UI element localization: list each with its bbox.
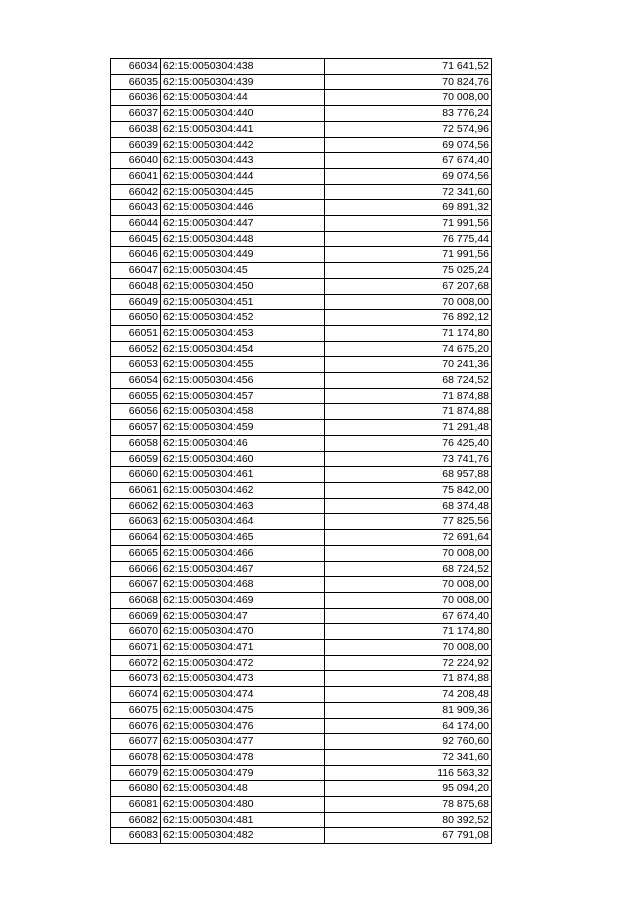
cadastral-number: 62:15:0050304:453 <box>161 325 325 341</box>
cadastral-value: 76 775,44 <box>325 231 492 247</box>
cadastral-value: 71 874,88 <box>325 404 492 420</box>
table-row <box>111 168 492 184</box>
row-number: 66083 <box>111 828 161 844</box>
cadastral-value: 71 991,56 <box>325 216 492 232</box>
cadastral-number: 62:15:0050304:455 <box>161 357 325 373</box>
cadastral-value: 71 174,80 <box>325 624 492 640</box>
table-row <box>111 373 492 389</box>
table-row <box>111 545 492 561</box>
cadastral-value: 76 425,40 <box>325 435 492 451</box>
row-number: 66060 <box>111 467 161 483</box>
table-row <box>111 106 492 122</box>
cadastral-number: 62:15:0050304:461 <box>161 467 325 483</box>
cadastral-value: 80 392,52 <box>325 812 492 828</box>
row-number: 66053 <box>111 357 161 373</box>
row-number: 66034 <box>111 59 161 75</box>
cadastral-number: 62:15:0050304:447 <box>161 216 325 232</box>
cadastral-value: 71 991,56 <box>325 247 492 263</box>
table-row <box>111 514 492 530</box>
row-number: 66054 <box>111 373 161 389</box>
row-number: 66081 <box>111 797 161 813</box>
row-number: 66076 <box>111 718 161 734</box>
cadastral-value: 73 741,76 <box>325 451 492 467</box>
table-row <box>111 404 492 420</box>
table-row <box>111 184 492 200</box>
table-row <box>111 812 492 828</box>
cadastral-number: 62:15:0050304:459 <box>161 420 325 436</box>
table-row <box>111 153 492 169</box>
cadastral-value: 70 008,00 <box>325 592 492 608</box>
row-number: 66037 <box>111 106 161 122</box>
row-number: 66064 <box>111 530 161 546</box>
cadastral-number: 62:15:0050304:44 <box>161 90 325 106</box>
table-body <box>111 59 492 844</box>
row-number: 66049 <box>111 294 161 310</box>
table-row <box>111 137 492 153</box>
cadastral-number: 62:15:0050304:448 <box>161 231 325 247</box>
cadastral-value: 92 760,60 <box>325 734 492 750</box>
table-row <box>111 530 492 546</box>
row-number: 66039 <box>111 137 161 153</box>
row-number: 66044 <box>111 216 161 232</box>
table-row <box>111 325 492 341</box>
cadastral-number: 62:15:0050304:473 <box>161 671 325 687</box>
table-row <box>111 797 492 813</box>
cadastral-value: 71 174,80 <box>325 325 492 341</box>
cadastral-number: 62:15:0050304:475 <box>161 702 325 718</box>
table-row <box>111 388 492 404</box>
cadastral-number: 62:15:0050304:438 <box>161 59 325 75</box>
table-row <box>111 608 492 624</box>
table-row <box>111 90 492 106</box>
cadastral-number: 62:15:0050304:466 <box>161 545 325 561</box>
row-number: 66075 <box>111 702 161 718</box>
table-row <box>111 561 492 577</box>
cadastral-value: 70 008,00 <box>325 640 492 656</box>
cadastral-number: 62:15:0050304:463 <box>161 498 325 514</box>
row-number: 66061 <box>111 482 161 498</box>
cadastral-number: 62:15:0050304:477 <box>161 734 325 750</box>
row-number: 66077 <box>111 734 161 750</box>
cadastral-value: 72 341,60 <box>325 184 492 200</box>
cadastral-value: 71 874,88 <box>325 671 492 687</box>
row-number: 66046 <box>111 247 161 263</box>
cadastral-number: 62:15:0050304:478 <box>161 749 325 765</box>
cadastral-number: 62:15:0050304:444 <box>161 168 325 184</box>
row-number: 66043 <box>111 200 161 216</box>
cadastral-value: 68 724,52 <box>325 373 492 389</box>
cadastral-number: 62:15:0050304:46 <box>161 435 325 451</box>
cadastral-number: 62:15:0050304:480 <box>161 797 325 813</box>
cadastral-value: 74 208,48 <box>325 687 492 703</box>
row-number: 66059 <box>111 451 161 467</box>
cadastral-value: 67 791,08 <box>325 828 492 844</box>
cadastral-value: 64 174,00 <box>325 718 492 734</box>
cadastral-number: 62:15:0050304:454 <box>161 341 325 357</box>
cadastral-number: 62:15:0050304:468 <box>161 577 325 593</box>
row-number: 66036 <box>111 90 161 106</box>
cadastral-value: 71 291,48 <box>325 420 492 436</box>
table-row <box>111 498 492 514</box>
row-number: 66045 <box>111 231 161 247</box>
row-number: 66080 <box>111 781 161 797</box>
table-row <box>111 828 492 844</box>
cadastral-number: 62:15:0050304:445 <box>161 184 325 200</box>
cadastral-value-table <box>110 58 492 844</box>
cadastral-value: 68 957,88 <box>325 467 492 483</box>
cadastral-number: 62:15:0050304:449 <box>161 247 325 263</box>
cadastral-value: 69 074,56 <box>325 137 492 153</box>
cadastral-number: 62:15:0050304:481 <box>161 812 325 828</box>
cadastral-number: 62:15:0050304:457 <box>161 388 325 404</box>
cadastral-value: 67 674,40 <box>325 153 492 169</box>
row-number: 66038 <box>111 121 161 137</box>
cadastral-number: 62:15:0050304:479 <box>161 765 325 781</box>
cadastral-value: 69 891,32 <box>325 200 492 216</box>
row-number: 66058 <box>111 435 161 451</box>
row-number: 66069 <box>111 608 161 624</box>
cadastral-number: 62:15:0050304:443 <box>161 153 325 169</box>
cadastral-number: 62:15:0050304:45 <box>161 263 325 279</box>
cadastral-number: 62:15:0050304:470 <box>161 624 325 640</box>
row-number: 66074 <box>111 687 161 703</box>
row-number: 66063 <box>111 514 161 530</box>
cadastral-value: 70 008,00 <box>325 545 492 561</box>
table-row <box>111 687 492 703</box>
table-row <box>111 294 492 310</box>
cadastral-number: 62:15:0050304:47 <box>161 608 325 624</box>
row-number: 66067 <box>111 577 161 593</box>
row-number: 66048 <box>111 278 161 294</box>
table-row <box>111 435 492 451</box>
row-number: 66041 <box>111 168 161 184</box>
table-row <box>111 702 492 718</box>
table-row <box>111 765 492 781</box>
cadastral-number: 62:15:0050304:48 <box>161 781 325 797</box>
cadastral-value: 72 691,64 <box>325 530 492 546</box>
cadastral-number: 62:15:0050304:452 <box>161 310 325 326</box>
table-row <box>111 121 492 137</box>
table-row <box>111 74 492 90</box>
table-row <box>111 341 492 357</box>
table-row <box>111 749 492 765</box>
cadastral-number: 62:15:0050304:442 <box>161 137 325 153</box>
row-number: 66072 <box>111 655 161 671</box>
cadastral-value: 72 224,92 <box>325 655 492 671</box>
cadastral-number: 62:15:0050304:469 <box>161 592 325 608</box>
row-number: 66070 <box>111 624 161 640</box>
table-row <box>111 624 492 640</box>
cadastral-number: 62:15:0050304:464 <box>161 514 325 530</box>
table-row <box>111 310 492 326</box>
table-row <box>111 278 492 294</box>
cadastral-value: 72 341,60 <box>325 749 492 765</box>
row-number: 66051 <box>111 325 161 341</box>
cadastral-number: 62:15:0050304:451 <box>161 294 325 310</box>
row-number: 66068 <box>111 592 161 608</box>
cadastral-value: 83 776,24 <box>325 106 492 122</box>
table-row <box>111 357 492 373</box>
cadastral-value: 75 842,00 <box>325 482 492 498</box>
table-row <box>111 482 492 498</box>
cadastral-number: 62:15:0050304:450 <box>161 278 325 294</box>
cadastral-number: 62:15:0050304:462 <box>161 482 325 498</box>
table-row <box>111 467 492 483</box>
cadastral-value: 95 094,20 <box>325 781 492 797</box>
cadastral-value: 70 824,76 <box>325 74 492 90</box>
row-number: 66055 <box>111 388 161 404</box>
row-number: 66066 <box>111 561 161 577</box>
table-row <box>111 200 492 216</box>
cadastral-value: 78 875,68 <box>325 797 492 813</box>
row-number: 66040 <box>111 153 161 169</box>
table-row <box>111 592 492 608</box>
row-number: 66065 <box>111 545 161 561</box>
cadastral-number: 62:15:0050304:439 <box>161 74 325 90</box>
cadastral-value: 71 641,52 <box>325 59 492 75</box>
table-row <box>111 59 492 75</box>
cadastral-value: 70 241,36 <box>325 357 492 373</box>
row-number: 66057 <box>111 420 161 436</box>
cadastral-number: 62:15:0050304:458 <box>161 404 325 420</box>
table-row <box>111 781 492 797</box>
cadastral-number: 62:15:0050304:467 <box>161 561 325 577</box>
cadastral-number: 62:15:0050304:482 <box>161 828 325 844</box>
cadastral-value: 70 008,00 <box>325 90 492 106</box>
table-row <box>111 655 492 671</box>
cadastral-value: 116 563,32 <box>325 765 492 781</box>
table-row <box>111 577 492 593</box>
table-row <box>111 734 492 750</box>
row-number: 66056 <box>111 404 161 420</box>
cadastral-number: 62:15:0050304:440 <box>161 106 325 122</box>
table-row <box>111 671 492 687</box>
row-number: 66079 <box>111 765 161 781</box>
cadastral-value: 76 892,12 <box>325 310 492 326</box>
row-number: 66035 <box>111 74 161 90</box>
table-row <box>111 640 492 656</box>
cadastral-value: 74 675,20 <box>325 341 492 357</box>
cadastral-value: 67 674,40 <box>325 608 492 624</box>
cadastral-number: 62:15:0050304:474 <box>161 687 325 703</box>
table-row <box>111 451 492 467</box>
row-number: 66062 <box>111 498 161 514</box>
cadastral-number: 62:15:0050304:446 <box>161 200 325 216</box>
cadastral-number: 62:15:0050304:472 <box>161 655 325 671</box>
table-row <box>111 718 492 734</box>
cadastral-value: 71 874,88 <box>325 388 492 404</box>
row-number: 66078 <box>111 749 161 765</box>
cadastral-value: 70 008,00 <box>325 294 492 310</box>
cadastral-number: 62:15:0050304:476 <box>161 718 325 734</box>
cadastral-number: 62:15:0050304:465 <box>161 530 325 546</box>
table-row <box>111 263 492 279</box>
cadastral-number: 62:15:0050304:460 <box>161 451 325 467</box>
table-row <box>111 231 492 247</box>
cadastral-value: 72 574,96 <box>325 121 492 137</box>
table-row <box>111 247 492 263</box>
table-row <box>111 216 492 232</box>
cadastral-number: 62:15:0050304:456 <box>161 373 325 389</box>
cadastral-value: 67 207,68 <box>325 278 492 294</box>
cadastral-number: 62:15:0050304:471 <box>161 640 325 656</box>
row-number: 66082 <box>111 812 161 828</box>
cadastral-value: 70 008,00 <box>325 577 492 593</box>
table-row <box>111 420 492 436</box>
cadastral-value: 81 909,36 <box>325 702 492 718</box>
cadastral-value: 75 025,24 <box>325 263 492 279</box>
cadastral-value: 69 074,56 <box>325 168 492 184</box>
row-number: 66050 <box>111 310 161 326</box>
row-number: 66042 <box>111 184 161 200</box>
cadastral-value: 68 374,48 <box>325 498 492 514</box>
row-number: 66052 <box>111 341 161 357</box>
cadastral-value: 68 724,52 <box>325 561 492 577</box>
cadastral-number: 62:15:0050304:441 <box>161 121 325 137</box>
row-number: 66073 <box>111 671 161 687</box>
row-number: 66047 <box>111 263 161 279</box>
row-number: 66071 <box>111 640 161 656</box>
cadastral-value: 77 825,56 <box>325 514 492 530</box>
